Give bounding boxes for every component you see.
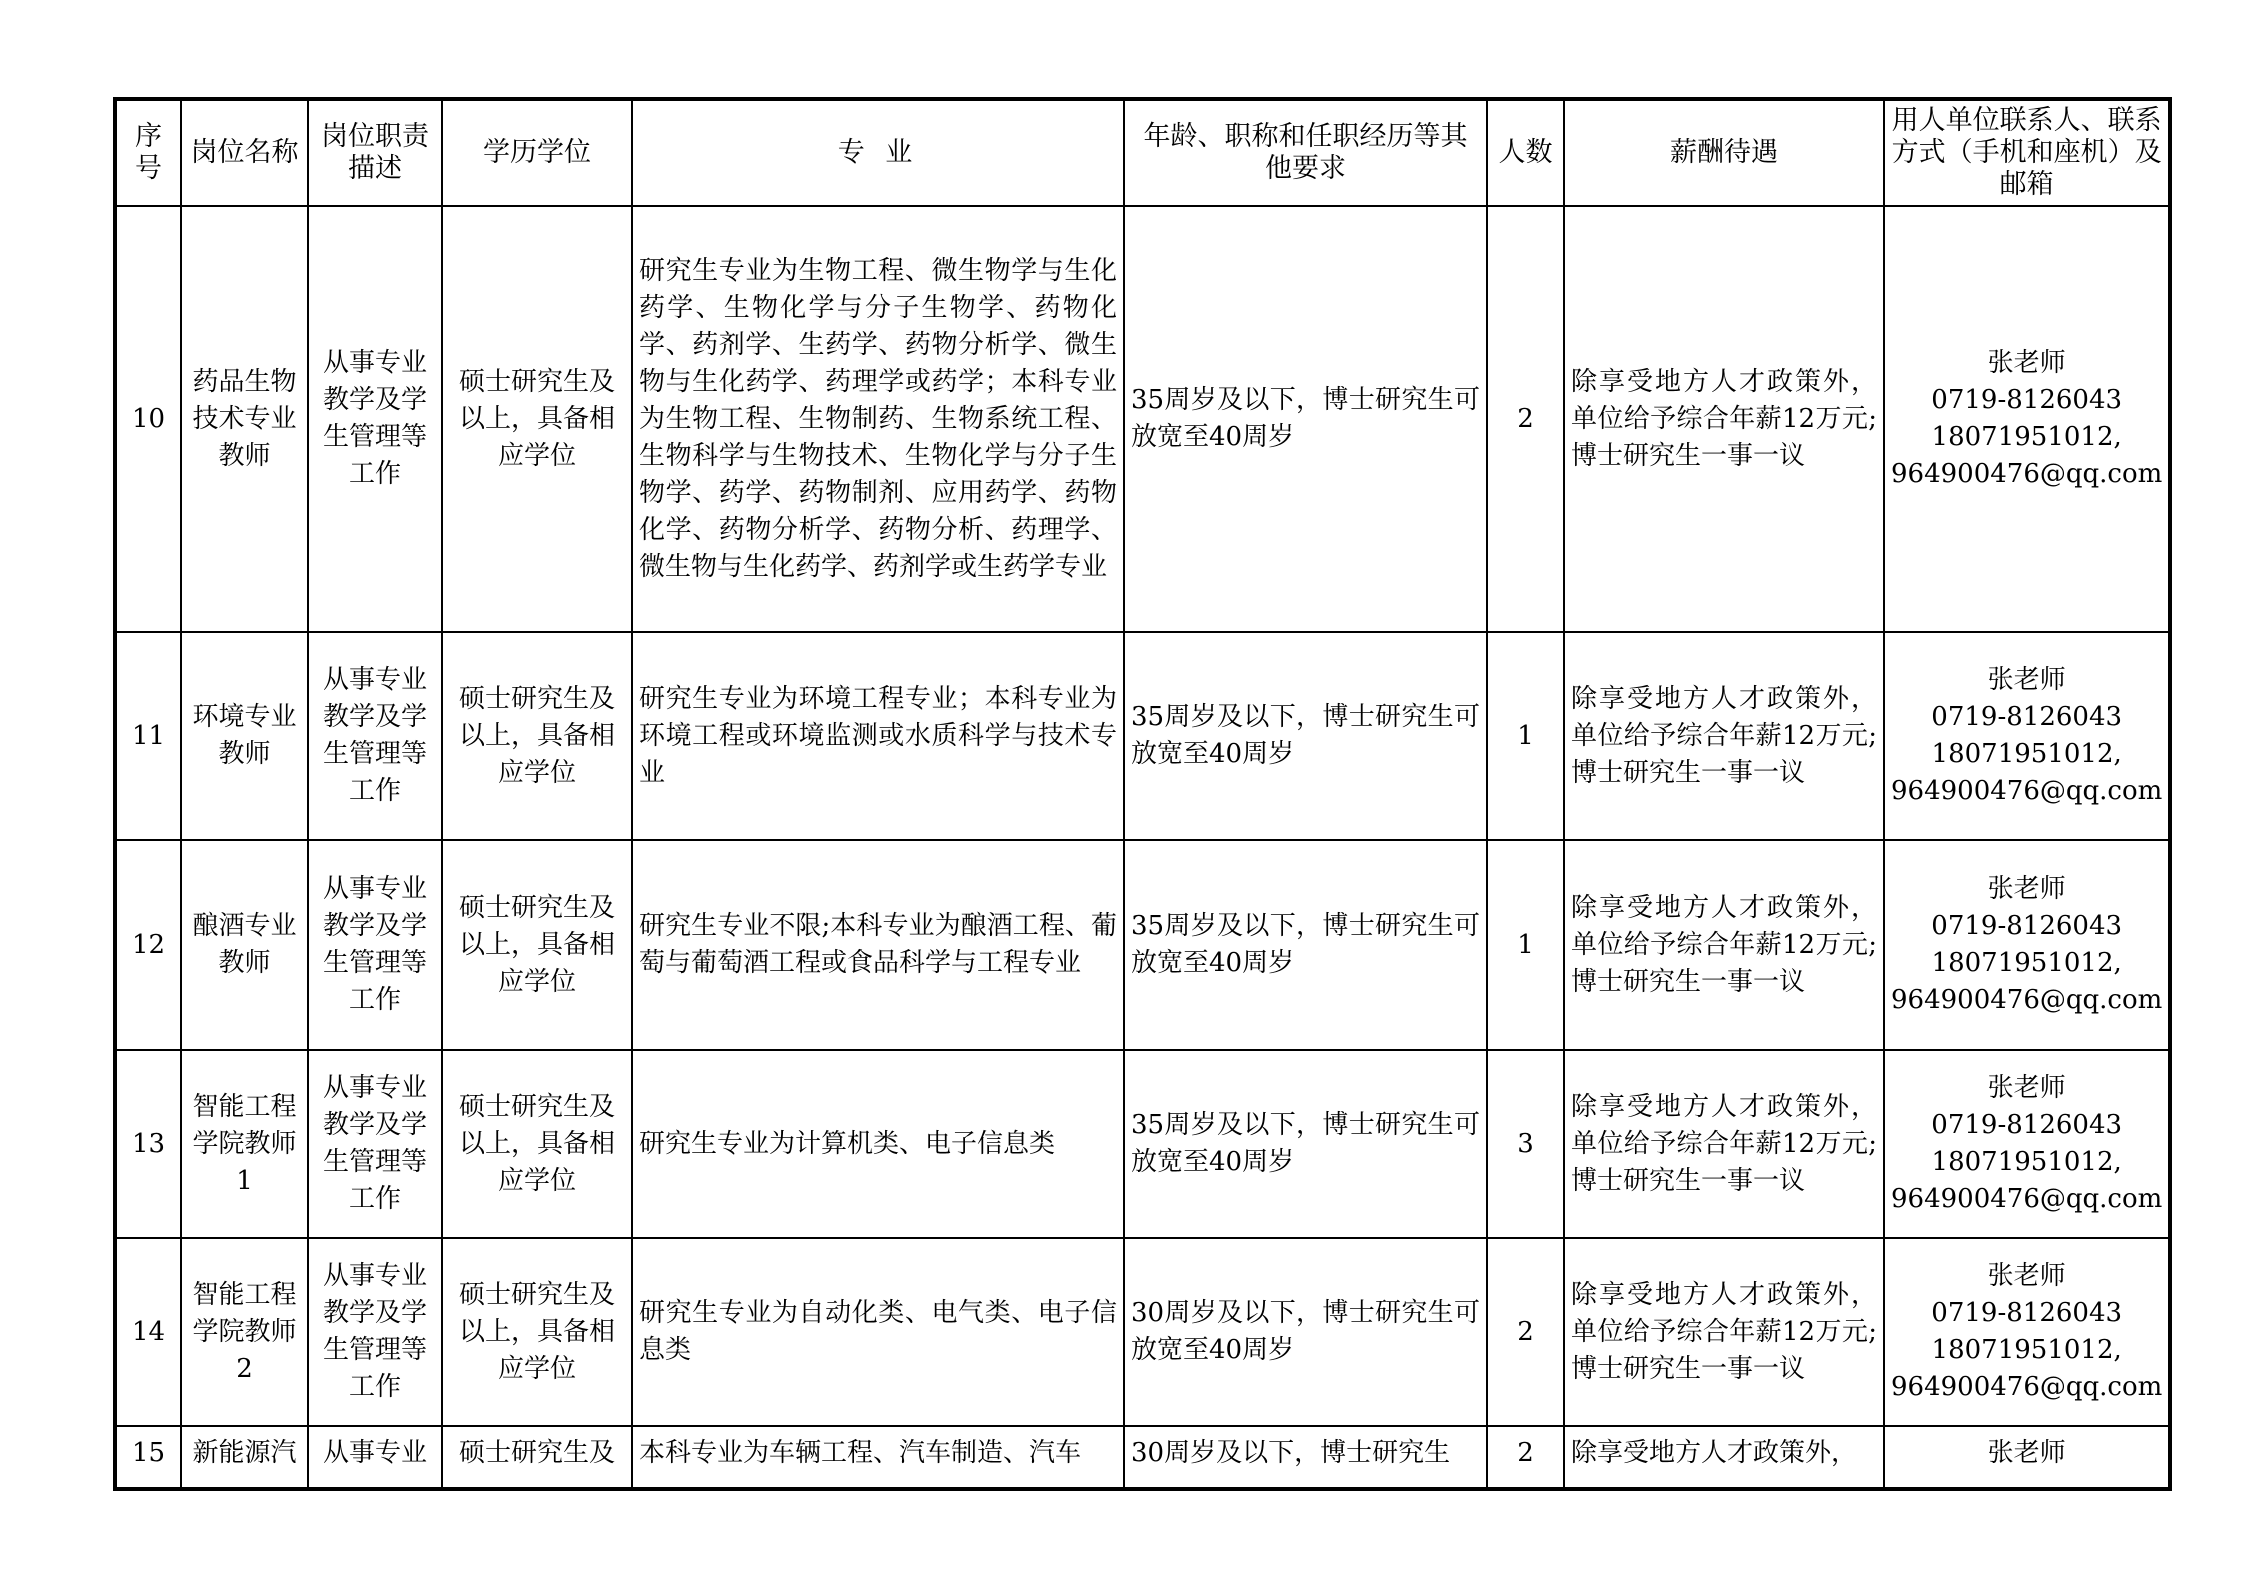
row-salary: 除享受地方人才政策外，单位给予综合年薪12万元;博士研究生一事一议 [1564, 206, 1884, 632]
row-contact [1884, 1426, 2170, 1489]
row-duty: 从事专业教学及学生管理等工作 [308, 632, 442, 840]
recruitment-table-page [113, 97, 2172, 1491]
row-seq: 15 [115, 1426, 181, 1489]
recruitment-table [113, 97, 2172, 1491]
contact-email: 964900476@qq.com [1891, 985, 2163, 1015]
contact-phone: 0719-8126043 [1931, 385, 2123, 415]
contact-name: 张老师 [1987, 1261, 2066, 1291]
row-position: 智能工程学院教师2 [181, 1238, 308, 1426]
contact-name: 张老师 [1987, 665, 2066, 695]
row-count: 2 [1487, 1238, 1564, 1426]
contact-name: 张老师 [1987, 1073, 2066, 1103]
header-major: 专 业 [632, 99, 1124, 206]
row-duty: 从事专业教学及学生管理等工作 [308, 840, 442, 1050]
contact-phone: 0719-8126043 [1931, 702, 2123, 732]
row-duty: 从事专业教学及学生管理等工作 [308, 1050, 442, 1238]
table-row [115, 1050, 2170, 1238]
table-row [115, 632, 2170, 840]
row-position: 新能源汽 [181, 1426, 308, 1489]
contact-mobile: 18071951012, [1931, 948, 2122, 978]
row-major: 研究生专业为生物工程、微生物学与生化药学、生物化学与分子生物学、药物化学、药剂学、生药学、药物分析学、微生物与生化药学、药理学或药学；本科专业为生物工程、生物制药、生物系统工程、生物科学与生物技术、生物化学与分子生物学、药学、药物制剂、应用药学、药物化学、药物分析学、药物分析、药理学、微生物与生化药学、药剂学或生药学专业 [632, 206, 1124, 632]
header-contact: 用人单位联系人、联系方式（手机和座机）及邮箱 [1884, 99, 2170, 206]
row-requirement: 35周岁及以下，博士研究生可放宽至40周岁 [1124, 206, 1487, 632]
row-major: 研究生专业为自动化类、电气类、电子信息类 [632, 1238, 1124, 1426]
row-requirement: 35周岁及以下，博士研究生可放宽至40周岁 [1124, 632, 1487, 840]
row-count: 1 [1487, 632, 1564, 840]
row-major: 本科专业为车辆工程、汽车制造、汽车 [632, 1426, 1124, 1489]
contact-name: 张老师 [1987, 1438, 2066, 1468]
table-row [115, 1238, 2170, 1426]
row-major: 研究生专业不限;本科专业为酿酒工程、葡萄与葡萄酒工程或食品科学与工程专业 [632, 840, 1124, 1050]
row-requirement: 35周岁及以下，博士研究生可放宽至40周岁 [1124, 840, 1487, 1050]
header-seq: 序号 [115, 99, 181, 206]
row-position: 环境专业教师 [181, 632, 308, 840]
row-duty: 从事专业教学及学生管理等工作 [308, 206, 442, 632]
contact-mobile: 18071951012, [1931, 739, 2122, 769]
header-count: 人数 [1487, 99, 1564, 206]
row-position: 药品生物技术专业教师 [181, 206, 308, 632]
row-requirement: 30周岁及以下，博士研究生 [1124, 1426, 1487, 1489]
row-position: 酿酒专业教师 [181, 840, 308, 1050]
contact-phone: 0719-8126043 [1931, 1298, 2123, 1328]
header-requirement: 年龄、职称和任职经历等其他要求 [1124, 99, 1487, 206]
contact-phone: 0719-8126043 [1931, 1110, 2123, 1140]
row-salary: 除享受地方人才政策外，单位给予综合年薪12万元;博士研究生一事一议 [1564, 840, 1884, 1050]
contact-email: 964900476@qq.com [1891, 1184, 2163, 1214]
contact-email: 964900476@qq.com [1891, 1372, 2163, 1402]
row-salary: 除享受地方人才政策外， [1564, 1426, 1884, 1489]
row-seq: 12 [115, 840, 181, 1050]
row-contact [1884, 1238, 2170, 1426]
row-seq: 10 [115, 206, 181, 632]
header-position: 岗位名称 [181, 99, 308, 206]
table-row [115, 1426, 2170, 1489]
row-contact [1884, 1050, 2170, 1238]
row-major: 研究生专业为计算机类、电子信息类 [632, 1050, 1124, 1238]
contact-name: 张老师 [1987, 874, 2066, 904]
contact-phone: 0719-8126043 [1931, 911, 2123, 941]
row-duty: 从事专业 [308, 1426, 442, 1489]
row-seq: 14 [115, 1238, 181, 1426]
contact-mobile: 18071951012, [1931, 1147, 2122, 1177]
row-contact [1884, 206, 2170, 632]
row-requirement: 35周岁及以下，博士研究生可放宽至40周岁 [1124, 1050, 1487, 1238]
header-education: 学历学位 [442, 99, 632, 206]
header-duty: 岗位职责描述 [308, 99, 442, 206]
contact-email: 964900476@qq.com [1891, 776, 2163, 806]
row-position: 智能工程学院教师1 [181, 1050, 308, 1238]
row-count: 1 [1487, 840, 1564, 1050]
row-salary: 除享受地方人才政策外，单位给予综合年薪12万元;博士研究生一事一议 [1564, 1238, 1884, 1426]
row-salary: 除享受地方人才政策外，单位给予综合年薪12万元;博士研究生一事一议 [1564, 1050, 1884, 1238]
row-education: 硕士研究生及以上，具备相应学位 [442, 632, 632, 840]
contact-email: 964900476@qq.com [1891, 459, 2163, 489]
row-education: 硕士研究生及以上，具备相应学位 [442, 840, 632, 1050]
contact-name: 张老师 [1987, 348, 2066, 378]
row-count: 3 [1487, 1050, 1564, 1238]
row-seq: 13 [115, 1050, 181, 1238]
row-salary: 除享受地方人才政策外，单位给予综合年薪12万元;博士研究生一事一议 [1564, 632, 1884, 840]
row-duty: 从事专业教学及学生管理等工作 [308, 1238, 442, 1426]
row-education: 硕士研究生及 [442, 1426, 632, 1489]
row-contact [1884, 840, 2170, 1050]
row-count: 2 [1487, 1426, 1564, 1489]
row-count: 2 [1487, 206, 1564, 632]
row-education: 硕士研究生及以上，具备相应学位 [442, 1050, 632, 1238]
table-row [115, 840, 2170, 1050]
row-contact [1884, 632, 2170, 840]
row-education: 硕士研究生及以上，具备相应学位 [442, 206, 632, 632]
row-requirement: 30周岁及以下，博士研究生可放宽至40周岁 [1124, 1238, 1487, 1426]
contact-mobile: 18071951012, [1931, 422, 2122, 452]
row-seq: 11 [115, 632, 181, 840]
table-row [115, 206, 2170, 632]
row-education: 硕士研究生及以上，具备相应学位 [442, 1238, 632, 1426]
row-major: 研究生专业为环境工程专业；本科专业为环境工程或环境监测或水质科学与技术专业 [632, 632, 1124, 840]
header-salary: 薪酬待遇 [1564, 99, 1884, 206]
contact-mobile: 18071951012, [1931, 1335, 2122, 1365]
header-row [115, 99, 2170, 206]
